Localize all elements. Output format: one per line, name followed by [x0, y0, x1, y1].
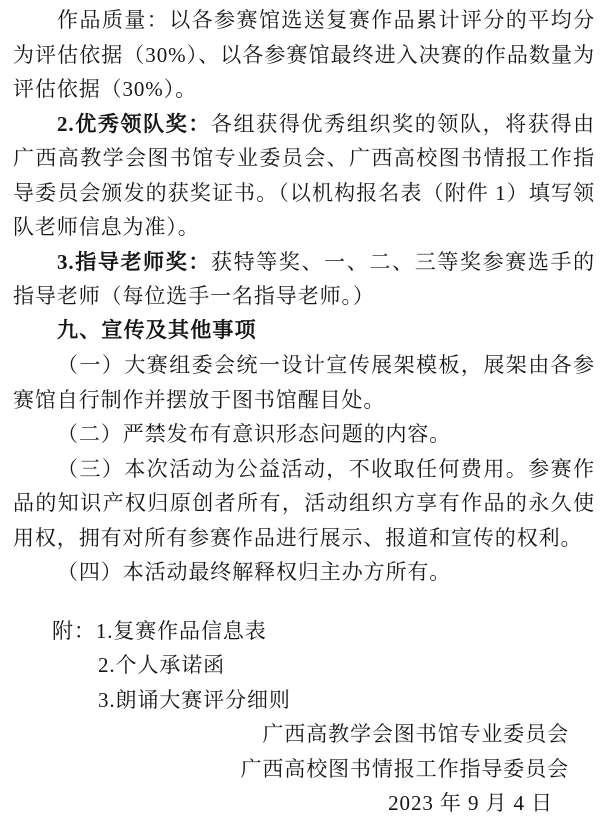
paragraph-publicity-item-3: （三）本次活动为公益活动，不收取任何费用。参赛作品的知识产权归原创者所有，活动组织方享有作品的永久使用权，拥有对所有参赛作品进行展示、报道和宣传的权利。 [13, 456, 595, 550]
attachment-item-3: 3.朗诵大赛评分细则 [98, 687, 291, 712]
instructor-award-label: 3.指导老师奖： [57, 249, 212, 274]
section-heading-publicity: 九、宣传及其他事项 [57, 318, 257, 342]
signature-org-1: 广西高教学会图书馆专业委员会 [262, 722, 569, 746]
excellent-leader-award-text: 各组获得优秀组织奖的领队，将获得由广西高教学会图书馆专业委员会、广西高校图书情报工作指导委员会颁发的获奖证书。（以机构报名表（附件 1）填写领队老师信息为准）。 [13, 111, 595, 239]
signature-org-2: 广西高校图书情报工作指导委员会 [240, 756, 569, 781]
signature-date: 2023 年 9 月 4 日 [388, 791, 553, 815]
attachment-item-2: 2.个人承诺函 [98, 653, 226, 677]
paragraph-publicity-item-4: （四）本活动最终解释权归主办方所有。 [57, 560, 452, 584]
attachments-block [52, 614, 595, 718]
signature-block [13, 717, 595, 821]
attachment-item-1: 1.复赛作品信息表 [95, 618, 267, 643]
instructor-award-text: 获特等奖、一、二、三等奖参赛选手的指导老师（每位选手一名指导老师。） [13, 249, 595, 308]
paragraph-instructor-award [13, 245, 595, 314]
paragraph-publicity-item-2: （二）严禁发布有意识形态问题的内容。 [57, 422, 452, 446]
attachments-label: 附： [52, 618, 96, 643]
paragraph-work-quality: 作品质量：以各参赛馆选送复赛作品累计评分的平均分为评估依据（30%）、以各参赛馆最终进入决赛的作品数量为评估依据（30%）。 [13, 8, 595, 101]
paragraph-publicity-item-1: （一）大赛组委会统一设计宣传展架模板，展架由各参赛馆自行制作并摆放于图书馆醒目处。 [13, 353, 595, 412]
excellent-leader-award-label: 2.优秀领队奖： [57, 111, 212, 136]
attachment-line-1 [52, 614, 595, 649]
paragraph-excellent-leader-award [13, 107, 595, 245]
